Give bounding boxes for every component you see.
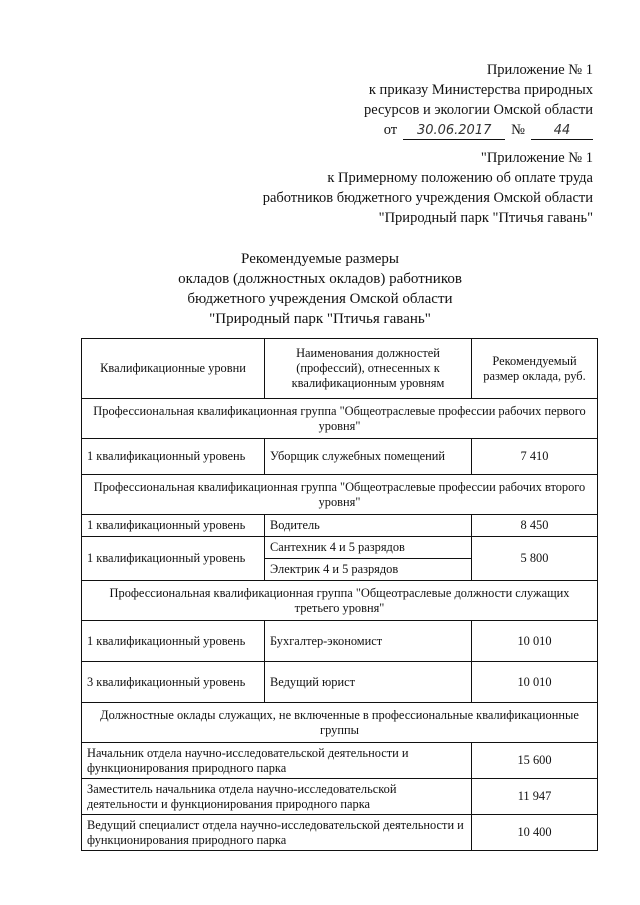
previous-appendix-header xyxy=(263,148,593,228)
table-row xyxy=(82,815,598,851)
appendix-line-3: ресурсов и экологии Омской области xyxy=(364,102,593,118)
position-cell: Ведущий юрист xyxy=(265,662,472,703)
salary-cell: 10 400 xyxy=(472,815,598,851)
prev-appendix-line-2: к Примерному положению об оплате труда xyxy=(327,170,593,186)
salary-table xyxy=(81,338,598,851)
date-prefix: от xyxy=(383,122,398,138)
table-row xyxy=(82,621,598,662)
position-cell: Уборщик служебных помещений xyxy=(265,439,472,475)
position-cell: Сантехник 4 и 5 разрядов xyxy=(265,537,472,559)
salary-cell: 8 450 xyxy=(472,515,598,537)
position-cell: Водитель xyxy=(265,515,472,537)
group-row xyxy=(82,475,598,515)
salary-cell: 7 410 xyxy=(472,439,598,475)
group-title: Профессиональная квалификационная группа "Общеотраслевые должности служащих третьего уровня" xyxy=(82,581,598,621)
prev-appendix-line-1: "Приложение № 1 xyxy=(480,150,593,166)
number-label: № xyxy=(511,122,525,138)
table-row xyxy=(82,662,598,703)
position-cell: Заместитель начальника отдела научно-исследовательской деятельности и функционирования природного парка xyxy=(82,779,472,815)
level-cell: 1 квалификационный уровень xyxy=(82,515,265,537)
group-title: Профессиональная квалификационная группа "Общеотраслевые профессии рабочих первого уровня" xyxy=(82,399,598,439)
group-title: Должностные оклады служащих, не включенные в профессиональные квалификационные группы xyxy=(82,703,598,743)
level-cell: 1 квалификационный уровень xyxy=(82,537,265,581)
group-row xyxy=(82,581,598,621)
header-position: Наименования должностей (профессий), отнесенных к квалификационным уровням xyxy=(265,339,472,399)
salary-cell: 11 947 xyxy=(472,779,598,815)
header-salary: Рекомендуемый размер оклада, руб. xyxy=(472,339,598,399)
handwritten-number: 44 xyxy=(531,123,593,140)
title-line-3: бюджетного учреждения Омской области xyxy=(187,291,453,307)
table-row xyxy=(82,515,598,537)
document-title xyxy=(0,249,640,329)
title-line-4: "Природный парк "Птичья гавань" xyxy=(209,311,431,327)
position-cell: Электрик 4 и 5 разрядов xyxy=(265,559,472,581)
group-title: Профессиональная квалификационная группа "Общеотраслевые профессии рабочих второго уровня" xyxy=(82,475,598,515)
prev-appendix-line-3: работников бюджетного учреждения Омской области xyxy=(262,190,593,206)
appendix-header xyxy=(364,60,593,140)
salary-cell: 10 010 xyxy=(472,662,598,703)
salary-cell: 10 010 xyxy=(472,621,598,662)
group-row xyxy=(82,703,598,743)
appendix-line-1: Приложение № 1 xyxy=(486,62,593,78)
prev-appendix-line-4: "Природный парк "Птичья гавань" xyxy=(378,210,593,226)
group-row xyxy=(82,399,598,439)
table-row xyxy=(82,779,598,815)
order-date-line xyxy=(384,120,593,140)
position-cell: Ведущий специалист отдела научно-исследовательской деятельности и функционирования природного парка xyxy=(82,815,472,851)
salary-cell: 15 600 xyxy=(472,743,598,779)
table-row xyxy=(82,439,598,475)
title-line-2: окладов (должностных окладов) работников xyxy=(178,271,462,287)
level-cell: 1 квалификационный уровень xyxy=(82,439,265,475)
handwritten-date: 30.06.2017 xyxy=(403,123,505,140)
level-cell: 1 квалификационный уровень xyxy=(82,621,265,662)
header-level: Квалификационные уровни xyxy=(82,339,265,399)
position-cell: Бухгалтер-экономист xyxy=(265,621,472,662)
table-row xyxy=(82,743,598,779)
level-cell: 3 квалификационный уровень xyxy=(82,662,265,703)
appendix-line-2: к приказу Министерства природных xyxy=(368,82,593,98)
title-line-1: Рекомендуемые размеры xyxy=(241,251,399,267)
table-row xyxy=(82,537,598,559)
table-header-row xyxy=(82,339,598,399)
position-cell: Начальник отдела научно-исследовательской деятельности и функционирования природного парка xyxy=(82,743,472,779)
salary-cell: 5 800 xyxy=(472,537,598,581)
